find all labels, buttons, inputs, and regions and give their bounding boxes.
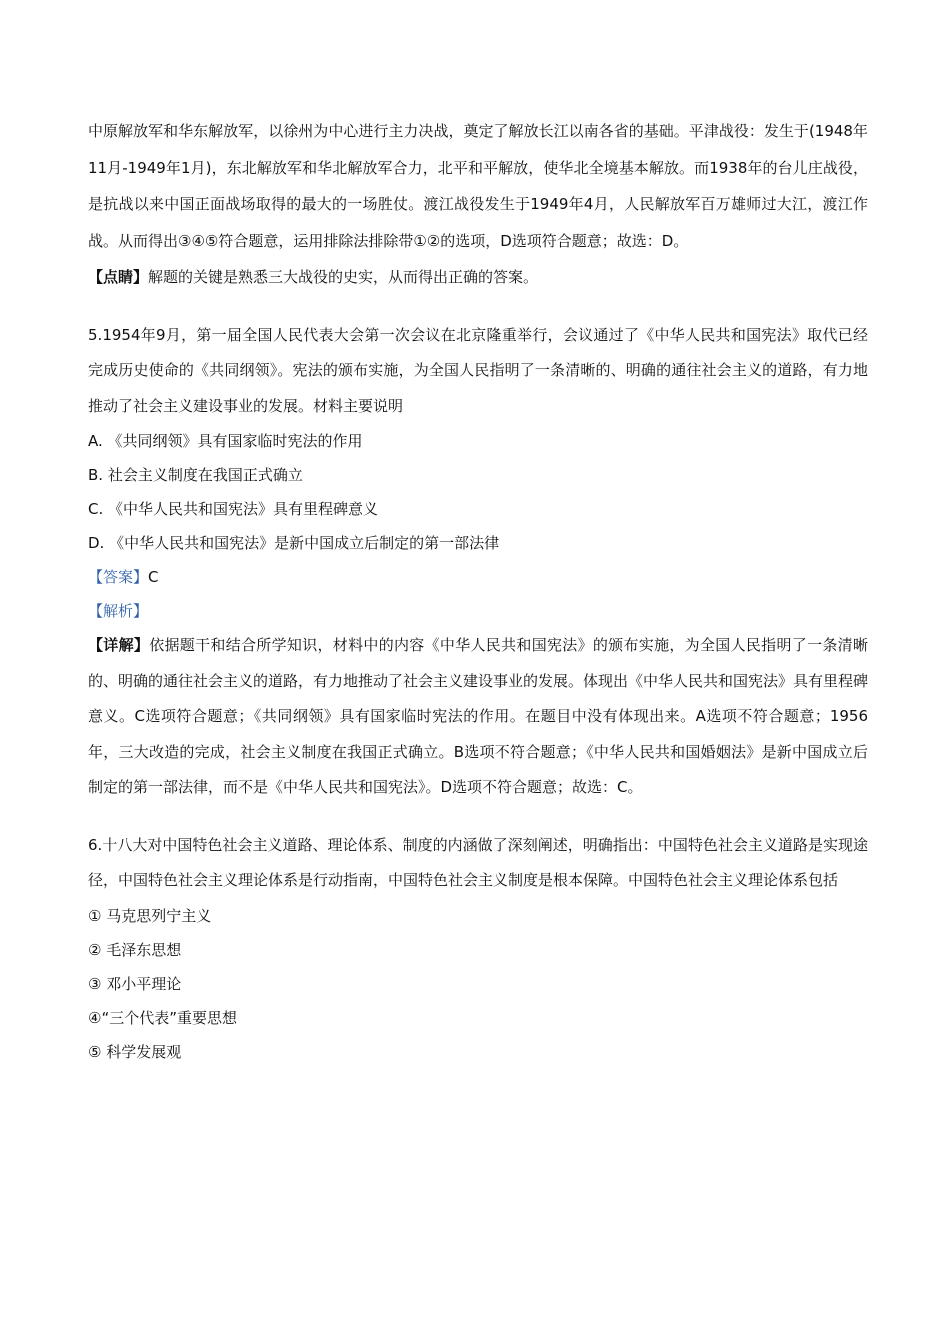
analysis-label: 【解析】 xyxy=(88,602,149,620)
question-5-text: 1954年9月，第一届全国人民代表大会第一次会议在北京隆重举行，会议通过了《中华人民共和国宪法》取代已经完成历史使命的《共同纲领》。宪法的颁布实施，为全国人民指明了一条清晰的、明确的通往社会主义的道路，有力地推动了社会主义建设事业的发展。材料主要说明 xyxy=(88,325,868,415)
question-6-text: 十八大对中国特色社会主义道路、理论体系、制度的内涵做了深刻阐述，明确指出：中国特色社会主义道路是实现途径，中国特色社会主义理论体系是行动指南，中国特色社会主义制度是根本保障。中国特色社会主义理论体系包括 xyxy=(88,835,868,889)
question-6 xyxy=(88,828,868,1069)
key-point xyxy=(88,259,868,296)
option-c: C. 《中华人民共和国宪法》具有里程碑意义 xyxy=(88,500,379,518)
item-3: ③ 邓小平理论 xyxy=(88,974,182,993)
item-2: ② 毛泽东思想 xyxy=(88,940,182,959)
option-d: D. 《中华人民共和国宪法》是新中国成立后制定的第一部法律 xyxy=(88,534,500,552)
previous-analysis xyxy=(88,113,868,296)
question-5-number: 5. xyxy=(88,325,103,344)
item-4: ④“三个代表”重要思想 xyxy=(88,1008,237,1027)
document-page xyxy=(88,113,868,1069)
key-point-text: 解题的关键是熟悉三大战役的史实，从而得出正确的答案。 xyxy=(148,268,539,286)
item-1: ① 马克思列宁主义 xyxy=(88,906,212,925)
detail-label: 【详解】 xyxy=(88,636,150,654)
detail-paragraph xyxy=(88,628,868,806)
option-b: B. 社会主义制度在我国正式确立 xyxy=(88,466,303,484)
analysis-paragraph: 中原解放军和华东解放军，以徐州为中心进行主力决战，奠定了解放长江以南各省的基础。平津战役：发生于(1948年11月-1949年1月)，东北解放军和华北解放军合力，北平和平解放，使华北全境基本解放。而1938年的台儿庄战役，是抗战以来中国正面战场取得的最大的一场胜仗。渡江战役发生于1949年4月，人民解放军百万雄师过大江，渡江作战。从而得出③④⑤符合题意，运用排除法排除带①②的选项，D选项符合题意；故选：D。 xyxy=(88,122,868,250)
question-5 xyxy=(88,318,868,806)
key-point-label: 【点睛】 xyxy=(88,268,149,286)
question-5-stem xyxy=(88,318,868,425)
answer-line xyxy=(88,560,868,594)
question-6-number: 6. xyxy=(88,835,103,854)
answer-value: C xyxy=(148,568,159,586)
detail-text: 依据题干和结合所学知识，材料中的内容《中华人民共和国宪法》的颁布实施，为全国人民指明了一条清晰的、明确的通往社会主义的道路，有力地推动了社会主义建设事业的发展。体现出《中华人民共和国宪法》具有里程碑意义。C选项符合题意；《共同纲领》具有国家临时宪法的作用。在题目中没有体现出来。A选项不符合题意；1956年，三大改造的完成，社会主义制度在我国正式确立。B选项不符合题意；《中华人民共和国婚姻法》是新中国成立后制定的第一部法律，而不是《中华人民共和国宪法》。D选项不符合题意；故选：C。 xyxy=(88,636,869,796)
question-6-stem xyxy=(88,828,868,899)
answer-label: 【答案】 xyxy=(88,568,149,586)
option-a: A. 《共同纲领》具有国家临时宪法的作用 xyxy=(88,432,363,450)
item-5: ⑤ 科学发展观 xyxy=(88,1042,182,1061)
